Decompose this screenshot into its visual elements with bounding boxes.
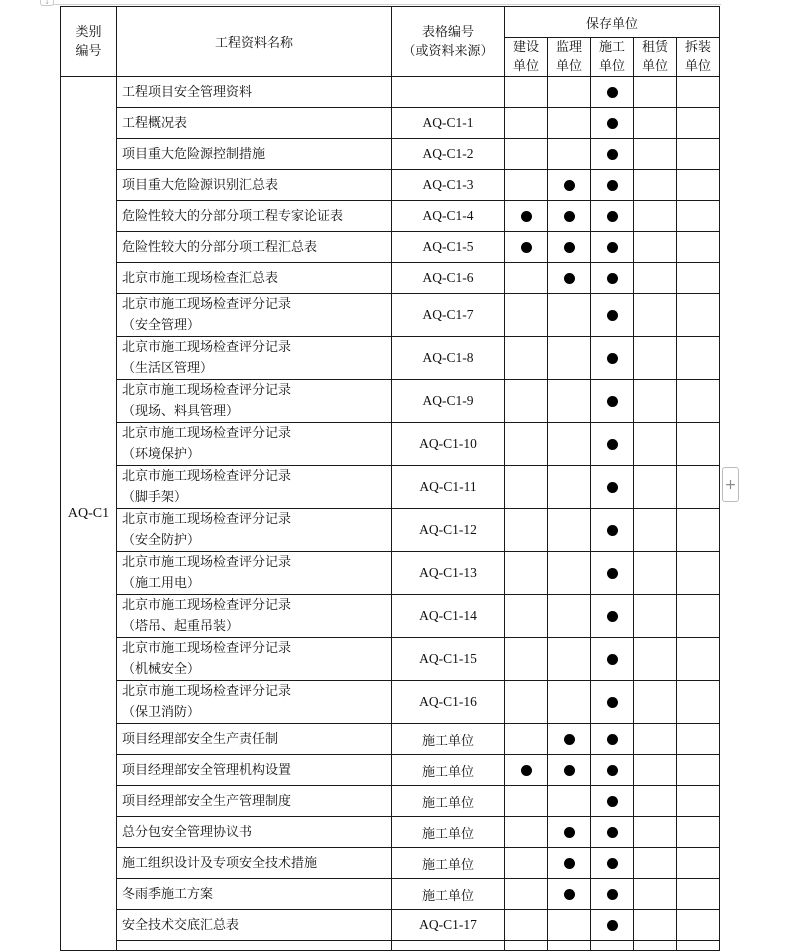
- doc-name-line: （保卫消防）: [122, 705, 201, 720]
- header-unit-3: [634, 38, 677, 77]
- storage-mark-cell: [548, 201, 591, 232]
- form-code-cell: [392, 77, 505, 108]
- filled-circle-icon: [607, 654, 618, 665]
- doc-name-cell: [117, 263, 392, 294]
- storage-mark-cell: [634, 910, 677, 941]
- add-row-button[interactable]: +: [722, 467, 739, 502]
- filled-circle-icon: [607, 211, 618, 222]
- filled-circle-icon: [564, 734, 575, 745]
- header-unit-4: [677, 38, 720, 77]
- table-row: [61, 817, 720, 848]
- table-row: [61, 139, 720, 170]
- storage-mark-cell: [548, 337, 591, 380]
- doc-name-cell: [117, 681, 392, 724]
- storage-mark-cell: [634, 232, 677, 263]
- doc-name-line: 项目经理部安全管理机构设置: [122, 762, 292, 778]
- doc-name-line: （塔吊、起重吊装）: [122, 619, 240, 634]
- form-code-cell: AQ-C1-6: [392, 263, 505, 294]
- filled-circle-icon: [607, 273, 618, 284]
- doc-name-line: （安全防护）: [122, 533, 201, 548]
- table-row: [61, 724, 720, 755]
- form-code-cell: AQ-C1-10: [392, 423, 505, 466]
- form-code-cell: AQ-C1-4: [392, 201, 505, 232]
- table-row: [61, 638, 720, 681]
- doc-name-line: 北京市施工现场检查评分记录: [122, 383, 292, 398]
- header-unit-2: [591, 38, 634, 77]
- table-row: [61, 294, 720, 337]
- filled-circle-icon: [607, 87, 618, 98]
- storage-mark-cell: [677, 263, 720, 294]
- form-code-cell: AQ-C1-15: [392, 638, 505, 681]
- storage-mark-cell: [677, 139, 720, 170]
- storage-mark-cell: [634, 77, 677, 108]
- doc-name-line: （施工用电）: [122, 576, 201, 591]
- storage-mark-cell: [634, 108, 677, 139]
- header-category-code: 类别编号: [61, 7, 117, 77]
- doc-name-line: 危险性较大的分部分项工程汇总表: [122, 239, 318, 255]
- storage-mark-cell: [634, 509, 677, 552]
- form-code-cell: AQ-C1-13: [392, 552, 505, 595]
- storage-mark-cell: [505, 910, 548, 941]
- storage-mark-cell: [505, 552, 548, 595]
- header-form-code: [392, 7, 505, 77]
- doc-name-cell: [117, 879, 392, 910]
- storage-mark-cell: [548, 108, 591, 139]
- storage-mark-cell: [634, 681, 677, 724]
- storage-mark-cell: [548, 848, 591, 879]
- storage-mark-cell: [634, 466, 677, 509]
- storage-mark-cell: [677, 509, 720, 552]
- form-code-cell: AQ-C1-5: [392, 232, 505, 263]
- storage-mark-cell: [677, 724, 720, 755]
- table-row: [61, 595, 720, 638]
- doc-name-line: 冬雨季施工方案: [122, 886, 214, 902]
- filled-circle-icon: [521, 765, 532, 776]
- storage-mark-cell: [505, 817, 548, 848]
- storage-mark-cell: [505, 595, 548, 638]
- storage-mark-cell: [505, 232, 548, 263]
- table-row: [61, 108, 720, 139]
- form-code-cell: 施工单位: [392, 879, 505, 910]
- storage-mark-cell: [677, 848, 720, 879]
- form-code-cell: 施工单位: [392, 755, 505, 786]
- doc-name-line: 危险性较大的分部分项工程专家论证表: [122, 208, 344, 224]
- header-doc-name: 工程资料名称: [117, 7, 392, 77]
- doc-name-cell: [117, 910, 392, 941]
- storage-mark-cell: [591, 263, 634, 294]
- storage-mark-cell: [591, 380, 634, 423]
- storage-mark-cell: [634, 848, 677, 879]
- storage-mark-cell: [677, 108, 720, 139]
- storage-mark-cell: [634, 638, 677, 681]
- storage-mark-cell: [505, 337, 548, 380]
- doc-name-cell: [117, 380, 392, 423]
- storage-mark-cell: [505, 509, 548, 552]
- filled-circle-icon: [607, 697, 618, 708]
- filled-circle-icon: [521, 211, 532, 222]
- storage-mark-cell: [548, 294, 591, 337]
- storage-mark-cell: [677, 595, 720, 638]
- filled-circle-icon: [564, 827, 575, 838]
- table-row: [61, 509, 720, 552]
- filled-circle-icon: [607, 796, 618, 807]
- table-row: [61, 232, 720, 263]
- doc-name-cell: [117, 817, 392, 848]
- storage-mark-cell: [505, 879, 548, 910]
- doc-name-line: （机械安全）: [122, 662, 201, 677]
- header-unit-line2: 单位: [512, 59, 539, 74]
- table-row: [61, 552, 720, 595]
- storage-mark-cell: [505, 638, 548, 681]
- doc-name-cell: [117, 108, 392, 139]
- form-code-cell: AQ-C1-16: [392, 681, 505, 724]
- storage-mark-cell: [548, 595, 591, 638]
- storage-mark-cell: [505, 380, 548, 423]
- storage-mark-cell: [591, 337, 634, 380]
- filled-circle-icon: [607, 242, 618, 253]
- form-code-cell: 施工单位: [392, 848, 505, 879]
- storage-mark-cell: [591, 595, 634, 638]
- filled-circle-icon: [607, 827, 618, 838]
- storage-mark-cell: [634, 724, 677, 755]
- storage-mark-cell: [505, 423, 548, 466]
- filled-circle-icon: [607, 611, 618, 622]
- storage-mark-cell: [548, 423, 591, 466]
- table-row: [61, 848, 720, 879]
- form-code-cell: AQ-C1-11: [392, 466, 505, 509]
- storage-mark-cell: [505, 786, 548, 817]
- doc-name-cell: [117, 77, 392, 108]
- storage-mark-cell: [591, 817, 634, 848]
- doc-name-line: 项目重大危险源控制措施: [122, 146, 266, 162]
- filled-circle-icon: [564, 180, 575, 191]
- storage-mark-cell: [548, 910, 591, 941]
- storage-mark-cell: [591, 638, 634, 681]
- filled-circle-icon: [607, 734, 618, 745]
- storage-mark-cell: [548, 380, 591, 423]
- storage-mark-cell: [591, 910, 634, 941]
- header-unit-1: [548, 38, 591, 77]
- filled-circle-icon: [607, 310, 618, 321]
- storage-mark-cell: [677, 910, 720, 941]
- doc-name-cell: [117, 552, 392, 595]
- doc-name-line: 工程概况表: [122, 115, 188, 131]
- form-code-cell: AQ-C1-8: [392, 337, 505, 380]
- doc-name-line: 安全技术交底汇总表: [122, 917, 240, 933]
- filled-circle-icon: [607, 396, 618, 407]
- storage-mark-cell: [677, 941, 720, 951]
- doc-name-cell: [117, 466, 392, 509]
- header-unit-0: [505, 38, 548, 77]
- doc-name-cell: [117, 423, 392, 466]
- header-form-code-line1: 表格编号: [421, 24, 474, 40]
- storage-mark-cell: [548, 263, 591, 294]
- storage-mark-cell: [677, 294, 720, 337]
- filled-circle-icon: [521, 242, 532, 253]
- storage-mark-cell: [591, 681, 634, 724]
- doc-name-cell: [117, 139, 392, 170]
- doc-name-cell: [117, 755, 392, 786]
- form-code-cell: 施工单位: [392, 817, 505, 848]
- storage-mark-cell: [505, 941, 548, 951]
- document-table: [60, 6, 720, 951]
- doc-name-line: 北京市施工现场检查汇总表: [122, 270, 279, 286]
- doc-name-cell: [117, 724, 392, 755]
- filled-circle-icon: [607, 765, 618, 776]
- storage-mark-cell: [677, 817, 720, 848]
- storage-mark-cell: [591, 108, 634, 139]
- doc-name-cell: [117, 786, 392, 817]
- storage-mark-cell: [505, 848, 548, 879]
- storage-mark-cell: [505, 263, 548, 294]
- storage-mark-cell: [505, 724, 548, 755]
- storage-mark-cell: [505, 108, 548, 139]
- storage-mark-cell: [548, 755, 591, 786]
- filled-circle-icon: [564, 858, 575, 869]
- header-unit-line1: 施工: [598, 40, 625, 55]
- scroll-up-marker[interactable]: ↓: [40, 0, 54, 6]
- doc-name-line: 项目经理部安全生产责任制: [122, 731, 279, 747]
- doc-name-line: 项目经理部安全生产管理制度: [122, 793, 292, 809]
- storage-mark-cell: [677, 423, 720, 466]
- storage-mark-cell: [634, 337, 677, 380]
- storage-mark-cell: [677, 755, 720, 786]
- storage-mark-cell: [505, 681, 548, 724]
- header-unit-line2: 单位: [641, 59, 668, 74]
- doc-name-cell: [117, 848, 392, 879]
- doc-name-line: 工程项目安全管理资料: [122, 84, 253, 100]
- storage-mark-cell: [591, 724, 634, 755]
- filled-circle-icon: [607, 889, 618, 900]
- storage-mark-cell: [677, 638, 720, 681]
- filled-circle-icon: [607, 525, 618, 536]
- storage-mark-cell: [591, 509, 634, 552]
- doc-name-cell: [117, 201, 392, 232]
- storage-mark-cell: [634, 786, 677, 817]
- filled-circle-icon: [607, 858, 618, 869]
- storage-mark-cell: [505, 755, 548, 786]
- table-row: [61, 755, 720, 786]
- storage-mark-cell: [591, 466, 634, 509]
- table-row: [61, 910, 720, 941]
- filled-circle-icon: [564, 273, 575, 284]
- storage-mark-cell: [634, 139, 677, 170]
- storage-mark-cell: [548, 941, 591, 951]
- storage-mark-cell: [505, 201, 548, 232]
- filled-circle-icon: [607, 568, 618, 579]
- storage-mark-cell: [677, 201, 720, 232]
- storage-mark-cell: [548, 817, 591, 848]
- storage-mark-cell: [634, 879, 677, 910]
- filled-circle-icon: [564, 211, 575, 222]
- header-storage-unit: 保存单位: [505, 7, 720, 38]
- doc-name-line: （环境保护）: [122, 447, 201, 462]
- doc-name-line: 北京市施工现场检查评分记录: [122, 598, 292, 613]
- storage-mark-cell: [591, 941, 634, 951]
- table-row: [61, 879, 720, 910]
- form-code-cell: AQ-C1-3: [392, 170, 505, 201]
- doc-name-line: 北京市施工现场检查评分记录: [122, 340, 292, 355]
- storage-mark-cell: [505, 294, 548, 337]
- storage-mark-cell: [591, 552, 634, 595]
- form-code-cell: AQ-C1-2: [392, 139, 505, 170]
- header-unit-line1: 租赁: [641, 40, 668, 55]
- header-unit-line1: 监理: [555, 40, 582, 55]
- storage-mark-cell: [591, 755, 634, 786]
- storage-mark-cell: [634, 263, 677, 294]
- doc-name-line: 总分包安全管理协议书: [122, 824, 253, 840]
- form-code-cell: AQ-C1-1: [392, 108, 505, 139]
- filled-circle-icon: [564, 242, 575, 253]
- table-row: [61, 380, 720, 423]
- table-row: [61, 786, 720, 817]
- storage-mark-cell: [591, 77, 634, 108]
- form-code-cell: [392, 941, 505, 951]
- doc-name-line: 项目重大危险源识别汇总表: [122, 177, 279, 193]
- form-code-cell: 施工单位: [392, 724, 505, 755]
- storage-mark-cell: [548, 170, 591, 201]
- storage-mark-cell: [677, 552, 720, 595]
- filled-circle-icon: [607, 920, 618, 931]
- filled-circle-icon: [607, 439, 618, 450]
- storage-mark-cell: [548, 77, 591, 108]
- storage-mark-cell: [591, 232, 634, 263]
- header-unit-line2: 单位: [684, 59, 711, 74]
- storage-mark-cell: [634, 941, 677, 951]
- storage-mark-cell: [591, 423, 634, 466]
- storage-mark-cell: [677, 681, 720, 724]
- doc-name-cell: [117, 638, 392, 681]
- form-code-cell: AQ-C1-9: [392, 380, 505, 423]
- doc-name-cell: [117, 509, 392, 552]
- doc-name-cell: [117, 232, 392, 263]
- storage-mark-cell: [591, 294, 634, 337]
- storage-mark-cell: [548, 139, 591, 170]
- storage-mark-cell: [634, 552, 677, 595]
- storage-mark-cell: [677, 380, 720, 423]
- header-unit-line2: 单位: [555, 59, 582, 74]
- storage-mark-cell: [634, 201, 677, 232]
- doc-name-line: （安全管理）: [122, 318, 201, 333]
- storage-mark-cell: [548, 466, 591, 509]
- storage-mark-cell: [677, 170, 720, 201]
- table-row: [61, 263, 720, 294]
- doc-name-line: 北京市施工现场检查评分记录: [122, 469, 292, 484]
- doc-name-line: 施工组织设计及专项安全技术措施: [122, 855, 318, 871]
- table-row: [61, 423, 720, 466]
- table-row: [61, 170, 720, 201]
- storage-mark-cell: [548, 724, 591, 755]
- storage-mark-cell: [548, 879, 591, 910]
- header-unit-line2: 单位: [598, 59, 625, 74]
- storage-mark-cell: [634, 380, 677, 423]
- storage-mark-cell: [548, 786, 591, 817]
- storage-mark-cell: [634, 755, 677, 786]
- header-form-code-line2: （或资料来源）: [402, 43, 494, 59]
- table-row: [61, 337, 720, 380]
- storage-mark-cell: [634, 595, 677, 638]
- storage-mark-cell: [634, 294, 677, 337]
- doc-name-line: 北京市施工现场检查评分记录: [122, 512, 292, 527]
- filled-circle-icon: [564, 765, 575, 776]
- storage-mark-cell: [591, 879, 634, 910]
- form-code-cell: 施工单位: [392, 786, 505, 817]
- storage-mark-cell: [591, 786, 634, 817]
- doc-name-line: 北京市施工现场检查评分记录: [122, 555, 292, 570]
- storage-mark-cell: [548, 509, 591, 552]
- page-top-rule: [53, 4, 721, 5]
- storage-mark-cell: [677, 337, 720, 380]
- storage-mark-cell: [548, 638, 591, 681]
- storage-mark-cell: [677, 879, 720, 910]
- doc-name-line: 北京市施工现场检查评分记录: [122, 297, 292, 312]
- header-unit-line1: 拆装: [684, 40, 711, 55]
- filled-circle-icon: [564, 889, 575, 900]
- filled-circle-icon: [607, 353, 618, 364]
- table-row: [61, 941, 720, 951]
- storage-mark-cell: [677, 232, 720, 263]
- storage-mark-cell: [505, 139, 548, 170]
- doc-name-line: （现场、料具管理）: [122, 404, 240, 419]
- table-row: [61, 681, 720, 724]
- storage-mark-cell: [634, 817, 677, 848]
- form-code-cell: AQ-C1-14: [392, 595, 505, 638]
- doc-name-cell: [117, 170, 392, 201]
- form-code-cell: AQ-C1-7: [392, 294, 505, 337]
- storage-mark-cell: [677, 786, 720, 817]
- filled-circle-icon: [607, 118, 618, 129]
- doc-name-line: 北京市施工现场检查评分记录: [122, 641, 292, 656]
- storage-mark-cell: [548, 232, 591, 263]
- storage-mark-cell: [591, 139, 634, 170]
- filled-circle-icon: [607, 149, 618, 160]
- storage-mark-cell: [548, 681, 591, 724]
- table-row: [61, 466, 720, 509]
- storage-mark-cell: [677, 466, 720, 509]
- storage-mark-cell: [591, 201, 634, 232]
- storage-mark-cell: [505, 170, 548, 201]
- doc-name-line: （生活区管理）: [122, 361, 214, 376]
- doc-name-cell: [117, 595, 392, 638]
- doc-name-cell: [117, 941, 392, 951]
- filled-circle-icon: [607, 482, 618, 493]
- form-code-cell: AQ-C1-12: [392, 509, 505, 552]
- doc-name-line: 北京市施工现场检查评分记录: [122, 684, 292, 699]
- storage-mark-cell: [591, 848, 634, 879]
- header-unit-line1: 建设: [512, 40, 539, 55]
- storage-mark-cell: [634, 170, 677, 201]
- storage-mark-cell: [505, 466, 548, 509]
- category-code-cell: AQ-C1: [61, 77, 117, 951]
- doc-name-cell: [117, 337, 392, 380]
- table-row: [61, 201, 720, 232]
- doc-name-line: 北京市施工现场检查评分记录: [122, 426, 292, 441]
- table-row: [61, 77, 720, 108]
- form-code-cell: AQ-C1-17: [392, 910, 505, 941]
- storage-mark-cell: [591, 170, 634, 201]
- storage-mark-cell: [677, 77, 720, 108]
- filled-circle-icon: [607, 180, 618, 191]
- doc-name-cell: [117, 294, 392, 337]
- doc-name-line: （脚手架）: [122, 490, 188, 505]
- storage-mark-cell: [505, 77, 548, 108]
- storage-mark-cell: [634, 423, 677, 466]
- storage-mark-cell: [548, 552, 591, 595]
